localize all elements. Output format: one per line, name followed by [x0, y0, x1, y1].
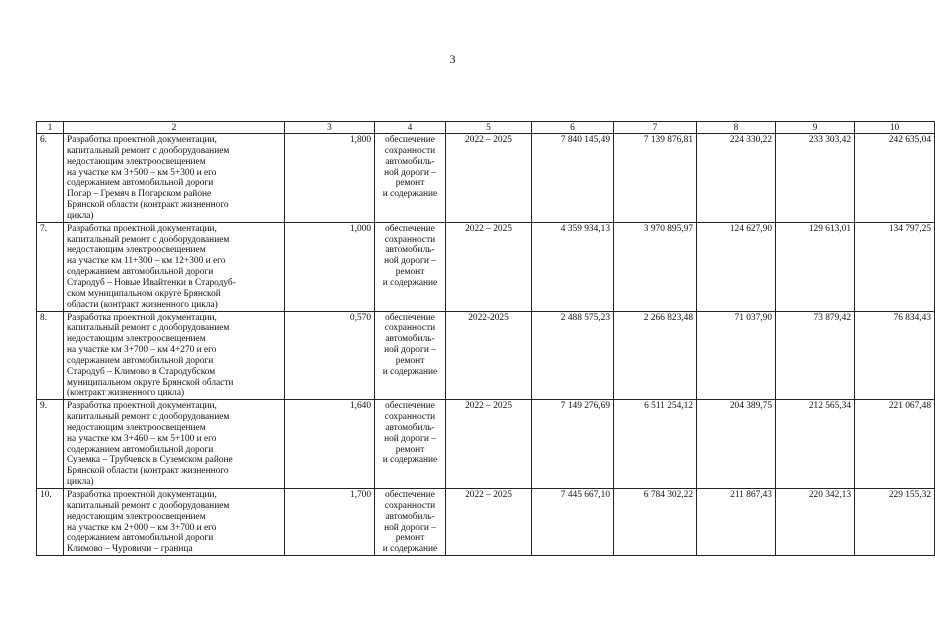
object-name-line: капитальный ремонт с дооборудованием — [67, 500, 230, 511]
length-cell: 1,800 — [285, 134, 375, 223]
object-name-line: Суземка – Трубчевск в Суземском районе — [67, 455, 233, 466]
header-cell-7: 7 — [614, 122, 697, 134]
object-name-line: содержанием автомобильной дороги — [67, 355, 214, 366]
purpose-line: ремонт — [395, 444, 425, 455]
purpose-cell — [375, 311, 446, 400]
object-name-line: Разработка проектной документации, — [67, 401, 217, 412]
row-number: 10. — [37, 489, 64, 556]
object-name-line: капитальный ремонт с дооборудованием — [67, 323, 230, 334]
amount-cell-6: 4 359 934,13 — [532, 222, 614, 311]
amount-cell-9: 73 879,42 — [776, 311, 855, 400]
object-name-line: Брянской области (контракт жизненного — [67, 466, 229, 477]
amount-cell-7: 7 139 876,81 — [614, 134, 697, 223]
purpose-line: обеспечение — [385, 490, 435, 500]
amount-cell-9: 129 613,01 — [776, 222, 855, 311]
amount-cell-8: 124 627,90 — [697, 222, 776, 311]
purpose-line: ной дороги – — [384, 522, 436, 533]
row-number: 7. — [37, 222, 64, 311]
purpose-line: обеспечение — [385, 135, 435, 145]
amount-cell-8: 71 037,90 — [697, 311, 776, 400]
length-cell: 1,640 — [285, 400, 375, 489]
object-name-line: на участке км 3+700 – км 4+270 и его — [67, 345, 217, 356]
object-name-line: Брянской области (контракт жизненного — [67, 200, 229, 211]
row-number: 6. — [37, 134, 64, 223]
object-name-line: капитальный ремонт с дооборудованием — [67, 145, 230, 156]
amount-cell-7: 2 266 823,48 — [614, 311, 697, 400]
period-cell: 2022 – 2025 — [446, 222, 532, 311]
purpose-line: ной дороги – — [384, 167, 436, 178]
object-name-line: на участке км 3+500 – км 5+300 и его — [67, 167, 217, 178]
header-cell-4: 4 — [375, 122, 446, 134]
header-cell-6: 6 — [532, 122, 614, 134]
period-cell: 2022 – 2025 — [446, 400, 532, 489]
amount-cell-10: 76 834,43 — [855, 311, 935, 400]
page-number: 3 — [449, 52, 456, 66]
amount-cell-8: 211 867,43 — [697, 489, 776, 556]
object-name-line: (контракт жизненного цикла) — [67, 388, 185, 399]
purpose-line: автомобиль- — [385, 245, 435, 256]
table-row — [37, 222, 935, 311]
amount-cell-6: 7 149 276,69 — [532, 400, 614, 489]
purpose-line: автомобиль- — [385, 334, 435, 345]
purpose-line: ной дороги – — [384, 345, 436, 356]
table-row — [37, 134, 935, 223]
object-name-line: капитальный ремонт с дооборудованием — [67, 412, 230, 423]
object-name-cell — [64, 222, 285, 311]
table-body — [37, 134, 935, 556]
header-cell-8: 8 — [697, 122, 776, 134]
purpose-line: обеспечение — [385, 223, 435, 234]
object-name-line: содержанием автомобильной дороги — [67, 267, 214, 278]
object-name-line: муниципальном округе Брянской области — [67, 377, 234, 388]
object-name-line: Стародуб – Новые Ивайтенки в Стародуб- — [67, 277, 236, 288]
amount-cell-10: 134 797,25 — [855, 222, 935, 311]
object-name-line: цикла) — [67, 477, 94, 488]
object-name-line: на участке км 2+000 – км 3+700 и его — [67, 522, 217, 533]
purpose-cell — [375, 489, 446, 556]
amount-cell-6: 7 840 145,49 — [532, 134, 614, 223]
purpose-line: ремонт — [395, 355, 425, 366]
table-header — [37, 122, 935, 134]
purpose-line: сохранности — [384, 323, 436, 334]
object-name-line: Разработка проектной документации, — [67, 223, 217, 234]
purpose-line: сохранности — [384, 234, 436, 245]
purpose-cell — [375, 400, 446, 489]
purpose-line: сохранности — [384, 145, 436, 156]
amount-cell-7: 3 970 895,97 — [614, 222, 697, 311]
period-cell: 2022-2025 — [446, 311, 532, 400]
amount-cell-8: 204 389,75 — [697, 400, 776, 489]
period-cell: 2022 – 2025 — [446, 489, 532, 556]
purpose-line: и содержание — [382, 277, 438, 288]
purpose-line: ремонт — [395, 533, 425, 544]
purpose-line: сохранности — [384, 412, 436, 423]
table-row — [37, 489, 935, 556]
length-cell: 1,700 — [285, 489, 375, 556]
length-cell: 1,000 — [285, 222, 375, 311]
amount-cell-10: 242 635,04 — [855, 134, 935, 223]
purpose-line: и содержание — [382, 455, 438, 466]
purpose-line: автомобиль- — [385, 156, 435, 167]
object-name-line: недостающим электроосвещением — [67, 511, 206, 522]
amount-cell-10: 221 067,48 — [855, 400, 935, 489]
object-name-line: области (контракт жизненного цикла) — [67, 299, 218, 310]
length-cell: 0,570 — [285, 311, 375, 400]
object-name-cell — [64, 489, 285, 556]
header-cell-3: 3 — [285, 122, 375, 134]
object-name-line: Стародуб – Климово в Стародубском — [67, 366, 216, 377]
amount-cell-8: 224 330,22 — [697, 134, 776, 223]
amount-cell-9: 233 303,42 — [776, 134, 855, 223]
purpose-line: сохранности — [384, 500, 436, 511]
purpose-line: и содержание — [382, 366, 438, 377]
amount-cell-6: 7 445 667,10 — [532, 489, 614, 556]
amount-cell-9: 220 342,13 — [776, 489, 855, 556]
purpose-line: обеспечение — [385, 401, 435, 412]
object-name-cell — [64, 311, 285, 400]
amount-cell-7: 6 784 302,22 — [614, 489, 697, 556]
object-name-cell — [64, 134, 285, 223]
period-cell: 2022 – 2025 — [446, 134, 532, 223]
object-name-line: недостающим электроосвещением — [67, 156, 206, 167]
purpose-line: ремонт — [395, 267, 425, 278]
amount-cell-9: 212 565,34 — [776, 400, 855, 489]
header-cell-9: 9 — [776, 122, 855, 134]
object-name-line: содержанием автомобильной дороги — [67, 444, 214, 455]
header-cell-1: 1 — [37, 122, 64, 134]
purpose-line: ной дороги – — [384, 433, 436, 444]
row-number: 8. — [37, 311, 64, 400]
object-name-line: Разработка проектной документации, — [67, 490, 217, 500]
object-name-line: на участке км 3+460 – км 5+100 и его — [67, 433, 217, 444]
object-name-line: Разработка проектной документации, — [67, 135, 217, 145]
object-name-line: недостающим электроосвещением — [67, 422, 206, 433]
object-name-line: содержанием автомобильной дороги — [67, 178, 214, 189]
data-table — [36, 121, 935, 556]
purpose-line: обеспечение — [385, 312, 435, 323]
amount-cell-6: 2 488 575,23 — [532, 311, 614, 400]
object-name-line: Разработка проектной документации, — [67, 312, 217, 323]
header-cell-2: 2 — [64, 122, 285, 134]
purpose-cell — [375, 222, 446, 311]
row-number: 9. — [37, 400, 64, 489]
table-row — [37, 311, 935, 400]
purpose-line: ремонт — [395, 178, 425, 189]
purpose-line: автомобиль- — [385, 511, 435, 522]
object-name-cell — [64, 400, 285, 489]
object-name-line: цикла) — [67, 210, 94, 221]
object-name-line: ском муниципальном округе Брянской — [67, 288, 221, 299]
object-name-line: на участке км 11+300 – км 12+300 и его — [67, 256, 226, 267]
purpose-cell — [375, 134, 446, 223]
header-cell-5: 5 — [446, 122, 532, 134]
purpose-line: ной дороги – — [384, 256, 436, 267]
purpose-line: автомобиль- — [385, 422, 435, 433]
table-row — [37, 400, 935, 489]
object-name-line: Погар – Гремяч в Погарском районе — [67, 189, 212, 200]
object-name-line: Климово – Чуровичи – граница — [67, 544, 193, 555]
purpose-line: и содержание — [382, 544, 438, 555]
purpose-line: и содержание — [382, 189, 438, 200]
object-name-line: капитальный ремонт с дооборудованием — [67, 234, 230, 245]
header-cell-10: 10 — [855, 122, 935, 134]
object-name-line: недостающим электроосвещением — [67, 245, 206, 256]
object-name-line: недостающим электроосвещением — [67, 334, 206, 345]
amount-cell-7: 6 511 254,12 — [614, 400, 697, 489]
object-name-line: содержанием автомобильной дороги — [67, 533, 214, 544]
amount-cell-10: 229 155,32 — [855, 489, 935, 556]
